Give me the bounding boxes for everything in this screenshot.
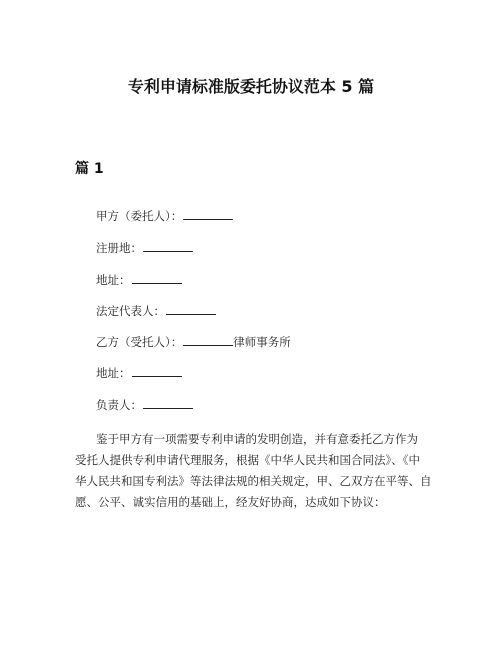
party-a-address-field (96, 272, 182, 288)
party-b-label: 乙方（受托人）： (96, 335, 183, 349)
party-a-address-label: 地址： (96, 273, 131, 287)
party-b-address-blank (132, 365, 182, 377)
registered-address-label: 注册地： (96, 241, 142, 255)
party-b-field (96, 334, 291, 350)
paragraph-line: 华人民共和国专利法》等法律法规的相关规定，甲、乙双方在平等、自 (75, 474, 432, 488)
section-heading: 篇 1 (75, 161, 104, 177)
party-b-suffix: 律师事务所 (233, 335, 291, 349)
party-a-blank (183, 208, 233, 220)
paragraph-line: 鉴于甲方有一项需要专利申请的发明创造，并有意委托乙方作为 (96, 432, 418, 446)
registered-address-field (96, 240, 193, 256)
person-in-charge-field (96, 397, 193, 413)
party-a-label: 甲方（委托人）： (96, 209, 183, 223)
paragraph-line: 愿、公平、诚实信用的基础上，经友好协商，达成如下协议： (75, 495, 386, 509)
preamble-paragraph (75, 429, 435, 513)
party-b-address-field (96, 365, 182, 381)
person-in-charge-label: 负责人： (96, 398, 142, 412)
party-b-address-label: 地址： (96, 366, 131, 380)
legal-representative-blank (166, 303, 216, 315)
registered-address-blank (143, 240, 193, 252)
paragraph-line: 受托人提供专利申请代理服务，根据《中华人民共和国合同法》、《中 (75, 453, 420, 467)
legal-representative-field (96, 303, 216, 319)
legal-representative-label: 法定代表人： (96, 304, 165, 318)
party-b-blank (183, 334, 233, 346)
party-a-field (96, 208, 233, 224)
person-in-charge-blank (143, 397, 193, 409)
party-a-address-blank (132, 272, 182, 284)
document-title: 专利申请标准版委托协议范本 5 篇 (127, 77, 375, 96)
